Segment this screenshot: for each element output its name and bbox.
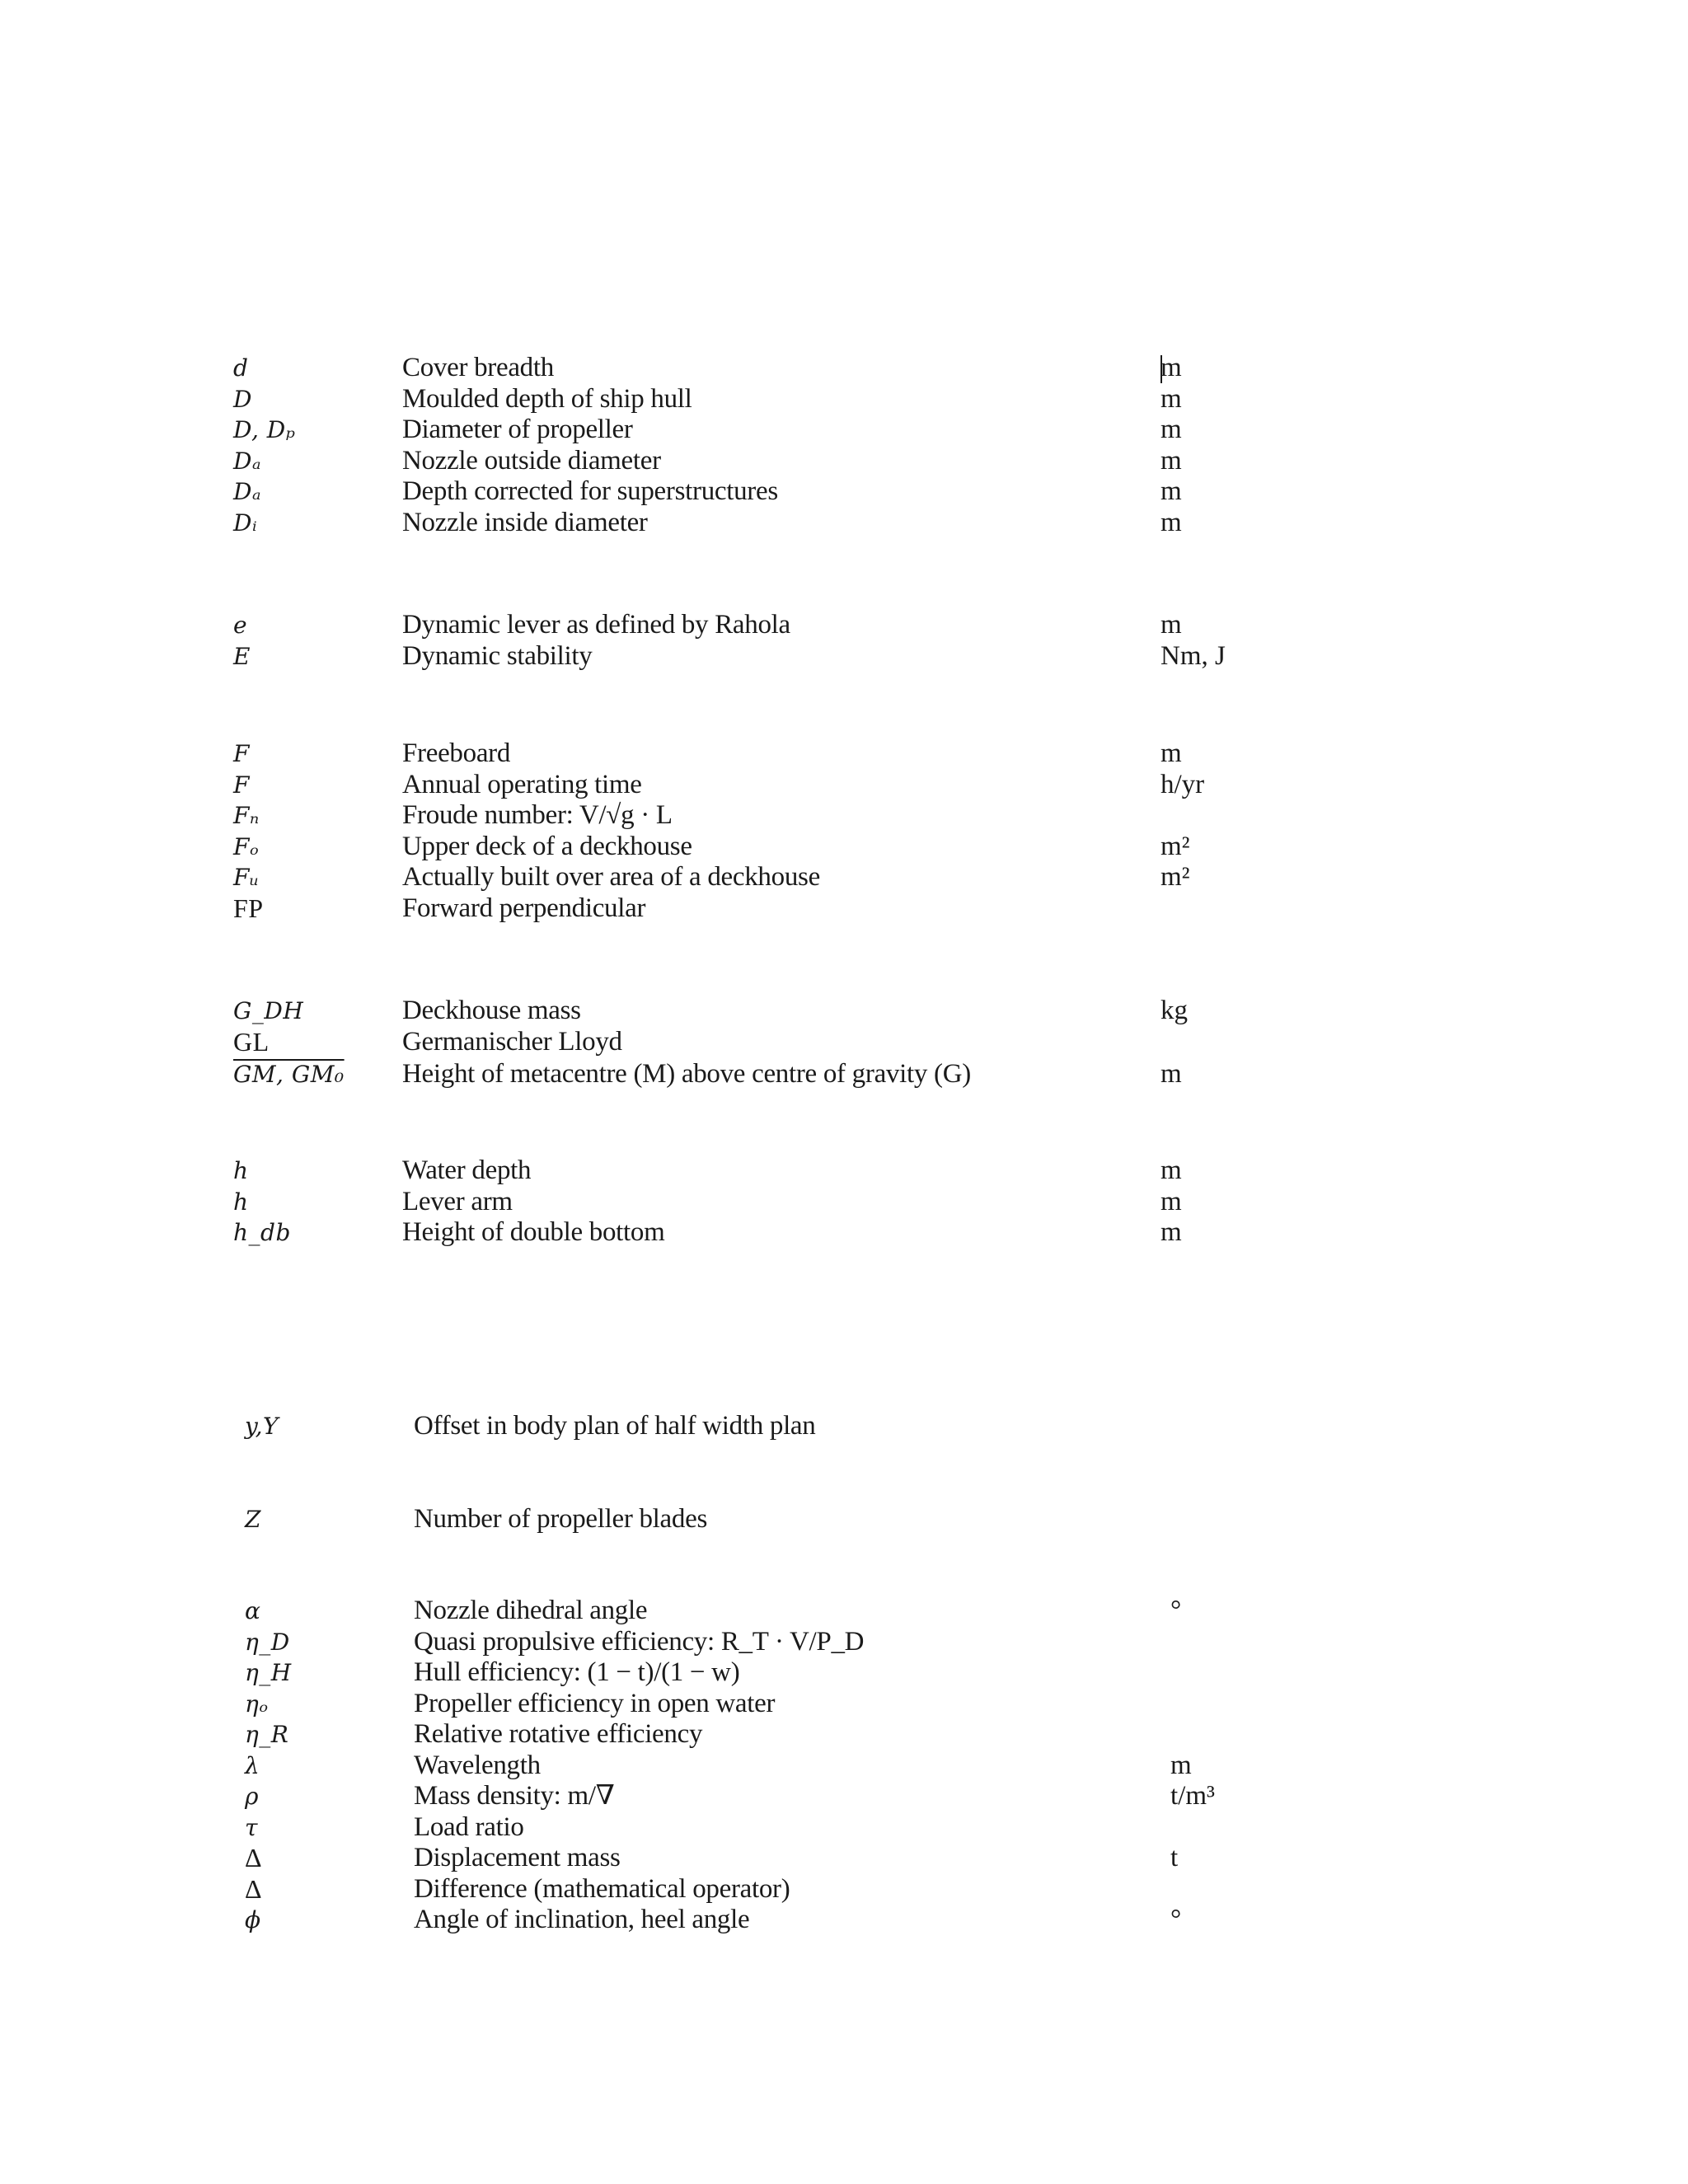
unit: m <box>1160 476 1182 506</box>
description: Forward perpendicular <box>402 893 646 923</box>
symbol: ρ <box>245 1783 259 1810</box>
symbol: Dᵢ <box>233 509 258 537</box>
unit: m <box>1160 1186 1182 1216</box>
symbol-row <box>0 1657 1688 1689</box>
symbol-row <box>0 446 1688 477</box>
symbol-row <box>0 610 1688 641</box>
description: Relative rotative efficiency <box>414 1719 703 1749</box>
symbol-row <box>0 415 1688 446</box>
unit: m <box>1160 610 1182 640</box>
symbol-group-greek <box>0 1596 1688 1936</box>
symbol: F <box>233 740 250 767</box>
description: Nozzle dihedral angle <box>414 1596 648 1625</box>
description: Diameter of propeller <box>402 415 633 444</box>
unit: m² <box>1160 862 1190 892</box>
symbol-row <box>0 1155 1688 1187</box>
description: Lever arm <box>402 1186 513 1216</box>
unit: m <box>1160 415 1182 444</box>
symbol: Δ <box>245 1873 263 1904</box>
symbol-group-e <box>0 610 1688 672</box>
description: Nozzle inside diameter <box>402 507 648 537</box>
symbol-row <box>0 770 1688 801</box>
symbol-row <box>0 1781 1688 1812</box>
symbol-row <box>0 1596 1688 1627</box>
description: Freeboard <box>402 738 511 768</box>
symbol: ϕ <box>245 1906 261 1933</box>
unit: m <box>1160 445 1182 476</box>
symbol-row <box>0 800 1688 832</box>
symbol: F <box>233 771 250 799</box>
symbol-group-d <box>0 353 1688 538</box>
symbol: GL <box>233 1026 270 1057</box>
symbol-group-f <box>0 738 1688 924</box>
symbol: y,Y <box>245 1413 279 1440</box>
symbol: D, Dₚ <box>233 416 296 443</box>
symbol-row <box>0 1504 1688 1535</box>
unit: m <box>1160 1217 1182 1247</box>
symbol-row <box>0 1874 1688 1905</box>
symbol: Fₙ <box>233 802 260 829</box>
symbol-row <box>0 1843 1688 1874</box>
description: Depth corrected for superstructures <box>402 476 778 506</box>
description: Water depth <box>402 1155 532 1185</box>
description: Germanischer Lloyd <box>402 1026 622 1057</box>
description: Hull efficiency: (1 − t)/(1 − w) <box>414 1657 740 1687</box>
description: Mass density: m/∇ <box>414 1781 615 1811</box>
unit: ° <box>1170 1596 1182 1625</box>
description: Displacement mass <box>414 1843 621 1872</box>
description: Propeller efficiency in open water <box>414 1688 776 1718</box>
symbol-row <box>0 1627 1688 1658</box>
symbol-row <box>0 476 1688 508</box>
description: Dynamic stability <box>402 640 593 671</box>
description: Nozzle outside diameter <box>402 445 661 476</box>
symbol: Dₐ <box>233 447 261 475</box>
symbol-row <box>0 1187 1688 1218</box>
unit: m <box>1160 383 1182 414</box>
unit: m <box>1160 1155 1182 1185</box>
symbol-row <box>0 832 1688 863</box>
symbol: e <box>233 612 248 639</box>
symbol-group-y <box>0 1411 1688 1442</box>
description: Height of metacentre (M) above centre of gravity (G) <box>402 1059 971 1089</box>
symbol: E <box>233 642 251 670</box>
description: Annual operating time <box>402 769 642 799</box>
description: Height of double bottom <box>402 1217 665 1247</box>
description: Actually built over area of a deckhouse <box>402 862 820 892</box>
symbol-row <box>0 508 1688 539</box>
unit: m <box>1160 353 1182 382</box>
symbol: h <box>233 1157 249 1184</box>
unit: t <box>1170 1843 1179 1872</box>
symbol: Z <box>245 1506 261 1533</box>
symbol-group-g <box>0 996 1688 1090</box>
symbol-row <box>0 1719 1688 1750</box>
symbol: λ <box>245 1751 260 1779</box>
symbol-row <box>0 641 1688 673</box>
symbol-row <box>0 1411 1688 1442</box>
symbol-row <box>0 996 1688 1027</box>
description: Wavelength <box>414 1750 541 1780</box>
symbol-row <box>0 353 1688 384</box>
symbol-group-z <box>0 1504 1688 1535</box>
unit: t/m³ <box>1170 1781 1215 1811</box>
symbol: h <box>233 1188 249 1216</box>
unit: Nm, J <box>1160 640 1226 671</box>
symbol-row <box>0 862 1688 893</box>
symbol: Fₒ <box>233 832 260 860</box>
symbol: Fᵤ <box>233 864 260 891</box>
symbol-row <box>0 1217 1688 1249</box>
unit: h/yr <box>1160 769 1205 799</box>
description: Number of propeller blades <box>414 1504 707 1534</box>
symbol: G_DH <box>233 997 304 1024</box>
unit: m <box>1160 738 1182 768</box>
symbol: h_db <box>233 1219 291 1246</box>
symbol: τ <box>245 1813 258 1841</box>
unit: m <box>1160 507 1182 537</box>
unit: m <box>1160 1059 1182 1089</box>
description: Upper deck of a deckhouse <box>402 831 692 861</box>
unit: ° <box>1170 1905 1182 1934</box>
symbol: D <box>233 385 252 413</box>
symbol: GM, GM₀ <box>233 1061 345 1088</box>
description: Offset in body plan of half width plan <box>414 1411 816 1441</box>
symbol: FP <box>233 893 264 923</box>
unit: m <box>1170 1750 1192 1780</box>
symbol: η_H <box>245 1659 292 1686</box>
symbol: ηₒ <box>245 1690 269 1718</box>
unit: kg <box>1160 996 1188 1025</box>
description: Froude number: V/√g · L <box>402 800 673 830</box>
symbol-row <box>0 1689 1688 1720</box>
symbol: Δ <box>245 1843 263 1872</box>
symbol-row <box>0 1750 1688 1782</box>
description: Dynamic lever as defined by Rahola <box>402 610 790 640</box>
symbol: d <box>233 354 249 382</box>
symbol-group-h <box>0 1155 1688 1249</box>
symbol-row <box>0 1027 1688 1058</box>
description: Load ratio <box>414 1811 524 1842</box>
unit: m² <box>1160 831 1190 861</box>
symbol: η_D <box>245 1628 290 1656</box>
description: Angle of inclination, heel angle <box>414 1905 750 1934</box>
symbol-row <box>0 1812 1688 1844</box>
symbol: Dₐ <box>233 478 261 505</box>
symbol-row <box>0 738 1688 770</box>
description: Moulded depth of ship hull <box>402 383 692 414</box>
description: Cover breadth <box>402 353 554 382</box>
description: Quasi propulsive efficiency: R_T · V/P_D <box>414 1626 865 1657</box>
symbol-row <box>0 1905 1688 1936</box>
symbol-row <box>0 893 1688 925</box>
symbol: η_R <box>245 1721 289 1748</box>
description: Deckhouse mass <box>402 996 581 1025</box>
symbol: α <box>245 1597 261 1624</box>
description: Difference (mathematical operator) <box>414 1873 790 1904</box>
symbol-row <box>0 384 1688 415</box>
symbol-row <box>0 1059 1688 1090</box>
